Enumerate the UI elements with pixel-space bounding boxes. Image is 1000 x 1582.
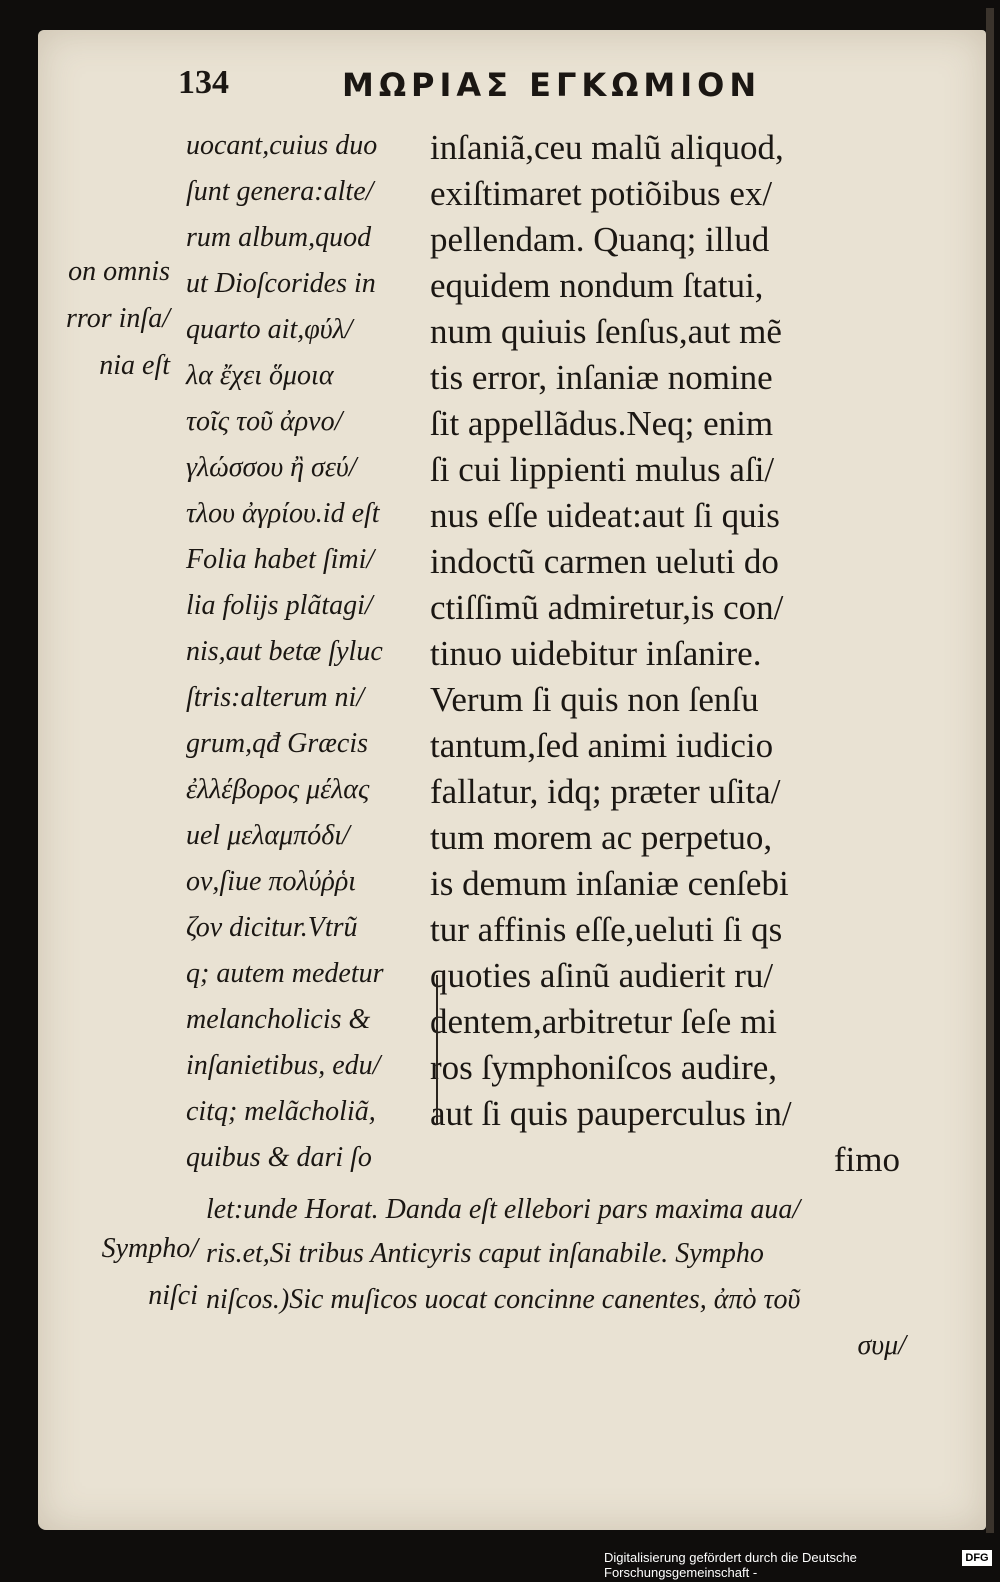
main-text-line: Verum ſi quis non ſenſu xyxy=(430,680,759,719)
main-text-line: fimo xyxy=(833,1140,900,1179)
commentary-line: τλου ἀγρίου.id eſt xyxy=(186,498,380,529)
margin-note-line: nia eſt xyxy=(99,350,170,381)
commentary-line: quibus & dari ſo xyxy=(186,1142,372,1173)
main-text-line: aut ſi quis pauperculus in/ xyxy=(430,1094,792,1133)
commentary-line: niſcos.)Sic muſicos uocat concinne canentes, ἀπὸ τοῦ xyxy=(206,1284,801,1315)
dfg-logo: DFG xyxy=(962,1550,992,1566)
main-text-line: equidem nondum ſtatui, xyxy=(430,266,764,305)
commentary-line: rum album,quod xyxy=(186,222,372,253)
main-text-line: is demum inſaniæ cenſebi xyxy=(430,864,789,903)
bracket-mark xyxy=(436,975,450,1125)
commentary-line: ſtris:alterum ni/ xyxy=(186,682,365,713)
commentary-line: quarto ait,φύλ/ xyxy=(186,314,353,345)
main-text-line: inſaniã,ceu malũ aliquod, xyxy=(430,128,784,167)
commentary-line: λα ἔχει ὅμοια xyxy=(186,360,334,391)
commentary-line: ris.et,Si tribus Anticyris caput inſanabile. Sympho xyxy=(206,1238,764,1269)
main-text-line: ros ſymphoniſcos audire, xyxy=(430,1048,778,1087)
commentary-line: ut Dioſcorides in xyxy=(186,268,376,299)
commentary-line: melancholicis & xyxy=(186,1004,371,1035)
margin-note-line: niſci xyxy=(148,1280,198,1311)
commentary-line: συμ/ xyxy=(857,1330,906,1361)
commentary-line: uocant,cuius duo xyxy=(186,130,378,161)
commentary-line: inſanietibus, edu/ xyxy=(186,1050,381,1081)
margin-note-line: rror inſa/ xyxy=(66,303,170,334)
page-number: 134 xyxy=(178,64,229,101)
main-text-line: tis error, inſaniæ nomine xyxy=(430,358,773,397)
commentary-line: q; autem medetur xyxy=(186,958,384,989)
running-title: ΜΩΡΙΑΣ ΕΓΚΩΜΙΟΝ xyxy=(342,66,762,104)
commentary-line: ſunt genera:alte/ xyxy=(186,176,374,207)
main-text-line: quoties aſinũ audierit ru/ xyxy=(430,956,774,995)
main-text-line: tum morem ac perpetuo, xyxy=(430,818,773,857)
main-text-line: tantum,ſed animi iudicio xyxy=(430,726,774,765)
main-text-line: dentem,arbitretur ſeſe mi xyxy=(430,1002,777,1041)
commentary-line: τοῖς τοῦ ἀρνο/ xyxy=(186,406,343,437)
main-text-line: fallatur, idq; præter uſita/ xyxy=(430,772,781,811)
book-edge xyxy=(986,8,994,1533)
commentary-line: ἐλλέβορος μέλας xyxy=(186,774,370,805)
commentary-line: citq; melãcholiã, xyxy=(186,1096,376,1127)
main-text-line: exiſtimaret potiõibus ex/ xyxy=(430,174,773,213)
main-text-line: ctiſſimũ admiretur,is con/ xyxy=(430,588,784,627)
main-text-line: ſi cui lippienti mulus aſi/ xyxy=(430,450,775,489)
commentary-line: lia folijs plãtagi/ xyxy=(186,590,373,621)
commentary-line: γλώσσου ἢ σεύ/ xyxy=(186,452,357,483)
margin-note-line: Sympho/ xyxy=(101,1233,198,1264)
commentary-line: ζον dicitur.Vtrũ xyxy=(186,912,358,943)
main-text-line: tinuo uidebitur inſanire. xyxy=(430,634,762,673)
commentary-line: ον,ſiue πολύῤῥι xyxy=(186,866,357,897)
main-text-line: pellendam. Quanq; illud xyxy=(430,220,770,259)
main-text-line: indoctũ carmen ueluti do xyxy=(430,542,779,581)
commentary-line: uel μελαμπόδι/ xyxy=(186,820,350,851)
main-text-line: num quiuis ſenſus,aut mẽ xyxy=(430,312,782,351)
margin-note-line: on omnis xyxy=(68,256,170,287)
digitization-credit: Digitalisierung gefördert durch die Deutsche Forschungsgemeinschaft - xyxy=(604,1550,857,1580)
commentary-line: grum,qđ Græcis xyxy=(186,728,369,759)
main-text-line: ſit appellãdus.Neq; enim xyxy=(430,404,774,443)
commentary-line: let:unde Horat. Danda eſt ellebori pars maxima aua/ xyxy=(206,1194,801,1225)
commentary-line: nis,aut betæ ſyluc xyxy=(186,636,383,667)
main-text-line: nus eſſe uideat:aut ſi quis xyxy=(430,496,780,535)
main-text-line: tur affinis eſſe,ueluti ſi qs xyxy=(430,910,783,949)
commentary-line: Folia habet ſimi/ xyxy=(186,544,375,575)
